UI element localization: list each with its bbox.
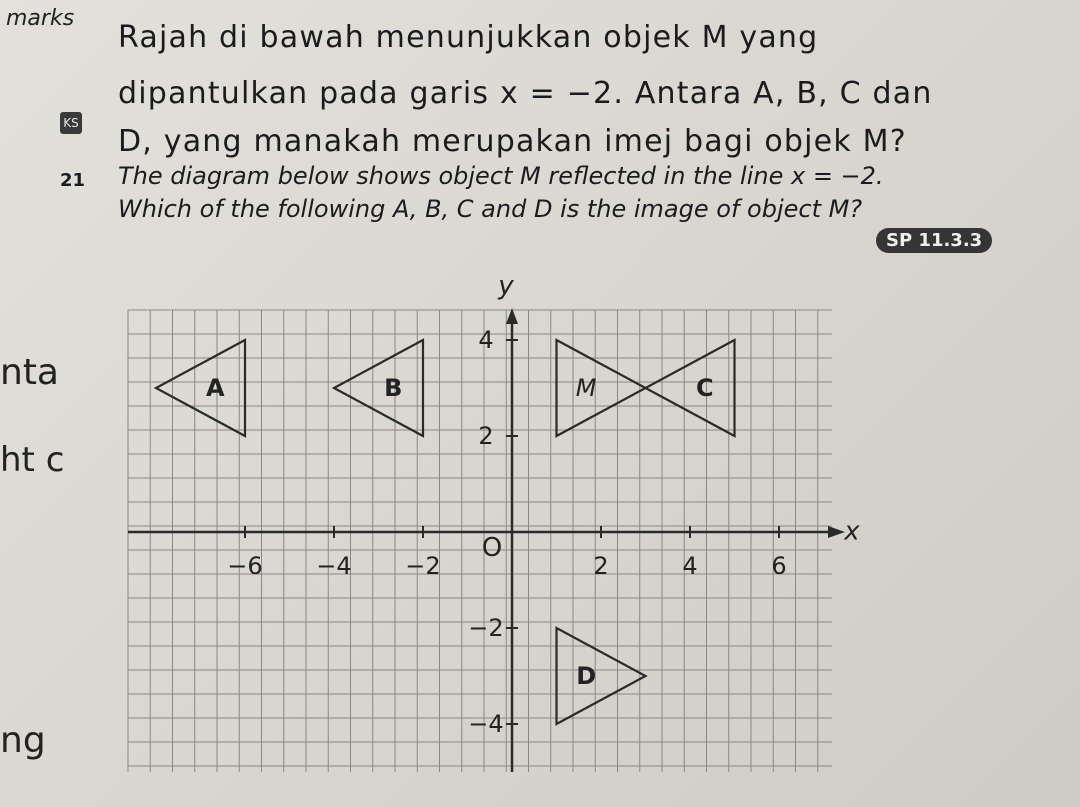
origin-label: O	[481, 533, 503, 563]
y-tick-label: 4	[478, 326, 494, 354]
x-tick-label: −6	[227, 552, 263, 580]
shape-label-c: C	[696, 374, 714, 402]
margin-fragment-3: ng	[0, 720, 46, 761]
question-english-line-2: Which of the following A, B, C and D is the image of object M?	[118, 195, 863, 223]
x-axis-arrow	[828, 526, 845, 538]
margin-marks-text: marks	[6, 6, 75, 31]
y-tick-label: −2	[468, 614, 504, 642]
shape-label-m: M	[575, 374, 597, 402]
shape-a	[156, 340, 245, 436]
y-tick-label: 2	[478, 422, 494, 450]
y-axis-label: y	[498, 271, 514, 301]
margin-fragment-2: ht c	[0, 440, 65, 480]
margin-fragment-1: nta	[0, 352, 59, 393]
question-malay-line-2: dipantulkan pada garis x = −2. Antara A, B, C dan	[118, 76, 933, 111]
shape-d	[557, 628, 646, 724]
sp-code-badge: SP 11.3.3	[876, 228, 992, 253]
question-number: 21	[60, 170, 86, 191]
shape-b	[334, 340, 423, 436]
shape-m	[557, 340, 646, 436]
shape-label-a: A	[206, 374, 225, 402]
x-tick-label: −4	[316, 552, 352, 580]
shape-c	[646, 340, 735, 436]
ks-badge: KS	[60, 112, 82, 134]
question-english-line-1: The diagram below shows object M reflected in the line x = −2.	[118, 162, 884, 190]
question-malay-line-1: Rajah di bawah menunjukkan objek M yang	[118, 20, 819, 55]
x-tick-label: −2	[405, 552, 441, 580]
question-malay-line-3: D, yang manakah merupakan imej bagi objek M?	[118, 124, 907, 159]
shape-label-d: D	[576, 662, 597, 690]
x-tick-label: 4	[682, 552, 698, 580]
x-tick-label: 2	[593, 552, 609, 580]
y-tick-label: −4	[468, 710, 504, 738]
x-tick-label: 6	[771, 552, 787, 580]
x-axis-label: x	[844, 516, 860, 547]
shape-label-b: B	[384, 374, 403, 402]
